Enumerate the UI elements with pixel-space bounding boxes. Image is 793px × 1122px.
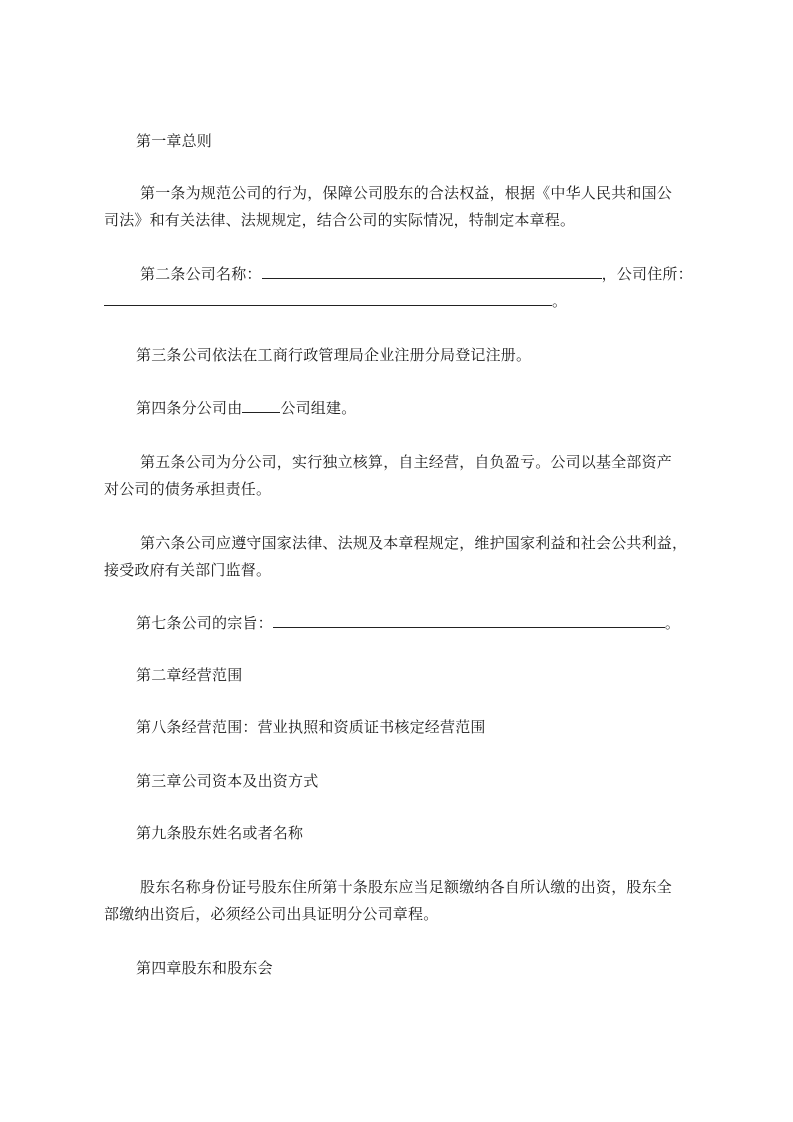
article-7 — [136, 613, 680, 633]
chapter-2-title: 第二章经营范围 — [136, 666, 243, 684]
article-1-line-2: 司法》和有关法律、法规规定，结合公司的实际情况，特制定本章程。 — [104, 211, 576, 229]
article-2-line-2 — [104, 291, 567, 311]
company-name-blank — [262, 264, 602, 279]
article-2-prefix: 第二条公司名称： — [140, 265, 262, 283]
company-address-blank — [104, 291, 552, 306]
article-5-line-2: 对公司的债务承担责任。 — [104, 480, 272, 498]
article-10-line-1: 股东名称身份证号股东住所第十条股东应当足额缴纳各自所认缴的出资，股东全 — [140, 878, 673, 896]
article-2-end: 。 — [552, 292, 568, 310]
parent-company-blank — [242, 398, 280, 413]
chapter-4-title: 第四章股东和股东会 — [136, 959, 273, 977]
article-4-suffix: 公司组建。 — [280, 399, 357, 417]
chapter-1-title: 第一章总则 — [136, 132, 213, 150]
article-5-line-1: 第五条公司为分公司，实行独立核算，自主经营，自负盈亏。公司以基全部资产 — [140, 453, 673, 471]
article-4 — [136, 398, 356, 418]
article-6-line-2: 接受政府有关部门监督。 — [104, 561, 272, 579]
article-8: 第八条经营范围：营业执照和资质证书核定经营范围 — [136, 718, 486, 736]
article-3: 第三条公司依法在工商行政管理局企业注册分局登记注册。 — [136, 346, 532, 364]
article-7-end: 。 — [664, 614, 681, 632]
article-10-line-2: 部缴纳出资后，必须经公司出具证明分公司章程。 — [104, 905, 439, 923]
article-4-prefix: 第四条分公司由 — [136, 399, 243, 417]
article-1-line-1: 第一条为规范公司的行为，保障公司股东的合法权益，根据《中华人民共和国公 — [140, 184, 673, 202]
article-2-line-1 — [140, 264, 693, 284]
article-6-line-1: 第六条公司应遵守国家法律、法规及本章程规定，维护国家利益和社会公共利益， — [140, 534, 688, 552]
article-9: 第九条股东姓名或者名称 — [136, 824, 304, 842]
article-7-prefix: 第七条公司的宗旨： — [136, 614, 273, 632]
article-2-mid: ，公司住所： — [601, 265, 693, 283]
chapter-3-title: 第三章公司资本及出资方式 — [136, 772, 319, 790]
company-purpose-blank — [273, 613, 665, 628]
